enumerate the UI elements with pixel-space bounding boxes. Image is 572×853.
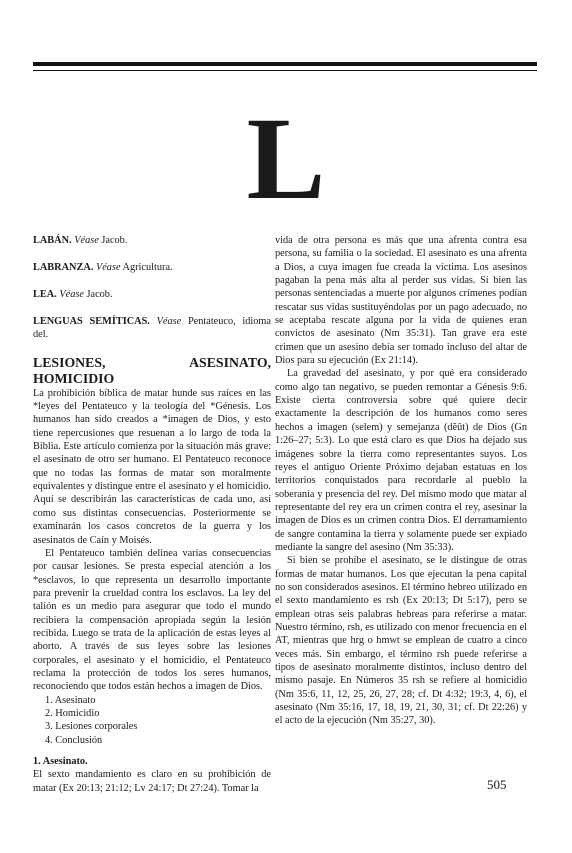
entry-term: LEA. <box>33 288 57 300</box>
entry-target: Agricultura. <box>122 261 173 273</box>
article-paragraph: vida de otra persona es más que una afrenta contra esa persona, su familia o la sociedad. El asesinato es una afrenta a Dios, a cuya imagen fue creada la víctima. Los asesinos pagaban la pena más alta al perder sus vidas. Si bien las personas sentenciadas a muerte por algunos crímenes podían rescatar sus vidas sustituyéndolas por un pago adecuado, no se aceptaba rescate alguna por la vida de quienes eran convictos de asesinato (Nm 35:31). Tan grave era este crimen que un asesino debía ser tomado incluso del altar de Dios para su ejecución (Ex 21:14). <box>275 235 527 367</box>
entry-target: Jacob. <box>86 288 113 300</box>
entry-laban <box>33 234 271 247</box>
outline-item: 1. Asesinato <box>45 694 96 706</box>
section-heading: 1. Asesinato. <box>33 756 88 767</box>
article-intro: La prohibición bíblica de matar hunde sus raíces en las *leyes del Pentateuco y la teología del *Génesis. Los humanos han sido creados a *imagen de Dios, y esto tiene repercusiones que resuenan a lo largo de toda la Biblia. Este artículo comienza por la situación más grave: el asesinato de otro ser humano. El Pentateuco reconoce que no todas las formas de matar son moralmente equivalentes y distingue entre el asesinato y el homicidio. Aquí se describirán las características de cada uno, así como sus distintas consecuencias. Posteriormente se examinarán los casos concretos de la guerra y los asesinatos de Caín y Moisés. <box>33 387 271 546</box>
entry-target: Jacob. <box>101 235 128 246</box>
left-column <box>33 234 271 795</box>
article-paragraph: El Pentateuco también delinea varias consecuencias por causar lesiones. Se presta especial atención a los *esclavos, lo que representa un desarrollo importante para prevenir la crueldad contra los esclavos. La ley del talión es un medio para asegurar que todo el mundo recibiera la compensación apropiada según la lesión recibida. Luego se trata de la aplicación de estas leyes al aborto. A través de sus leyes sobre las lesiones corporales, el asesinato y el homicidio, el Pentateuco reclama la protección de todos los seres humanos, reconociendo que todos están hechos a imagen de Dios. <box>33 547 271 693</box>
outline-item: 4. Conclusión <box>45 734 103 746</box>
page-number: 505 <box>487 777 507 792</box>
entry-lenguas-semiticas <box>33 315 271 342</box>
entry-see: Véase <box>74 235 99 246</box>
entry-target: Pentateuco, idioma del. <box>33 315 272 340</box>
entry-term: LABÁN. <box>33 235 72 246</box>
article-outline <box>33 694 271 747</box>
entry-see: Véase <box>156 315 182 327</box>
section-letter: L <box>246 93 326 224</box>
outline-item: 2. Homicidio <box>45 707 100 719</box>
entry-labranza <box>33 261 271 274</box>
entry-see: Véase <box>59 288 84 300</box>
header-rule-thick <box>33 62 537 66</box>
header-rule-thin <box>33 70 537 71</box>
article-paragraph: Si bien se prohíbe el asesinato, se le distingue de otras formas de matar humanos. Los que ejecutan la pena capital no son considerados asesinos. El término hebreo utilizado en el sexto mandamiento es rsh (Ex 20:13; Dt 5:17), pero se emplean otras seis palabras hebreas para referirse a matar. Nuestro término, rsh, es utilizado con menor frecuencia en el AT, mientras que hrg o hmwt se emplean de cuatro a cinco veces más. Sin embargo, el término rsh puede referirse a tipos de asesinato moralmente distintos, incluso dentro del mismo pasaje. En Números 35 rsh se refiere al homicidio (Nm 35:6, 11, 12, 25, 26, 27, 28; cf. Dt 4:32; 19:3, 4, 6), el asesinato (Nm 35:16, 17, 18, 19, 21, 30, 31; cf. Dt 22:26) y el acto de la ejecución (Nm 35:27, 30). <box>275 555 527 727</box>
entry-term: LABRANZA. <box>33 261 94 273</box>
article-paragraph: La gravedad del asesinato, y por qué era considerado como algo tan negativo, se pueden remontar a Génesis 9:6. Existe cierta controversia sobre qué quiere decir exactamente la descripción de los humanos como seres hechos a imagen (selem) y semejanza (dĕût) de Dios (Gn 1:26–27; 5:3). Lo que está claro es que Dios ha dejado sus imágenes sobre la tierra como representantes suyos. Los reyes el antiguo Oriente Próximo dejaban estatuas en los territorios conquistados para recordarle al pueblo la soberanía y presencia del rey. Del mismo modo que matar al representante del rey era un crimen contra el rey, asesinar la imagen de Dios es un crimen contra Dios. El derramamiento de sangre contamina la tierra y solamente puede ser expiado mediante la sangre del asesino (Nm 35:33). <box>275 368 527 553</box>
entry-lea <box>33 288 271 301</box>
outline-item: 3. Lesiones corporales <box>45 721 138 733</box>
article-title: LESIONES, ASESINATO, HOMICIDIO <box>33 354 271 386</box>
article-paragraph: El sexto mandamiento es claro en su prohibición de matar (Ex 20:13; 21:12; Lv 24:17; Dt 27:24). Tomar la <box>33 769 271 794</box>
entry-see: Véase <box>95 261 121 273</box>
right-column <box>275 234 527 728</box>
entry-term: LENGUAS SEMÍTICAS. <box>33 315 150 327</box>
